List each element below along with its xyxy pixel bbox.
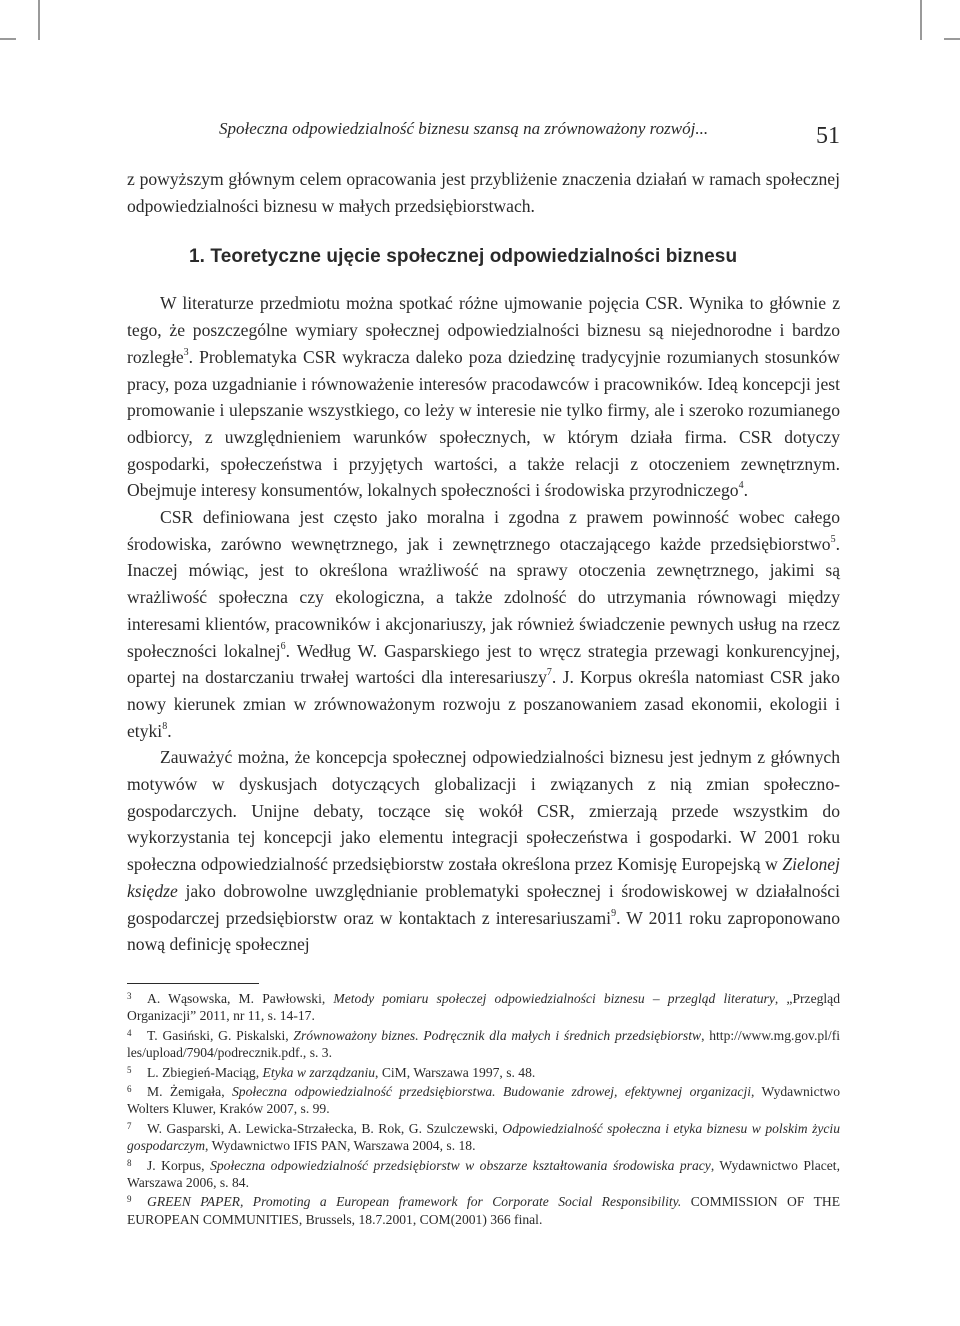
- page-header: [127, 118, 840, 152]
- footnote-number: 3: [127, 991, 132, 1001]
- paragraph-1-text-c: .: [743, 480, 748, 501]
- footnote-9: [127, 1191, 840, 1228]
- footnote-ref-3[interactable]: 3: [183, 346, 189, 358]
- footnote-4: [127, 1025, 840, 1062]
- paragraph-1-text-a: W literaturze przedmiotu można spotkać różne ujmowanie pojęcia CSR. Wynika to głównie z tego, że poszczególne wymiary społecznej odpowiedzialności biznesu są niejednorodne i bardzo rozległe: [127, 293, 840, 367]
- footnote-number: 4: [127, 1027, 132, 1038]
- footnote-text: L. Zbiegień-Maciąg,: [147, 1064, 263, 1080]
- footnote-number: 6: [127, 1084, 132, 1095]
- crop-mark-top-left: [38, 0, 40, 40]
- paragraph-2-text-b: . Inaczej mówiąc, jest to określona wrażliwość na sprawy otoczenia zewnętrznego, jakimi są wrażliwość społeczna czy ekologiczna, a także zdolność do utrzymania równowagi między interesami klientów, pracowników i akcjonariuszy, jak również świadczenie pewnych usług na rzecz społeczności lokalnej: [127, 533, 840, 661]
- footnote-number: 5: [127, 1064, 132, 1075]
- crop-mark-top-right-h: [944, 38, 960, 40]
- footnote-6: [127, 1081, 840, 1118]
- paragraph-3-italic: Zielonej księdze: [127, 854, 840, 901]
- paragraph-2-text-e: .: [167, 720, 172, 741]
- footnote-text: A. Wąsowska, M. Pawłowski,: [147, 991, 334, 1006]
- footnote-5: [127, 1062, 840, 1081]
- paragraph-3: [127, 744, 840, 958]
- footnote-text: COMMISSION OF THE EUROPEAN COMMUNITIES, Brussels, 18.7.2001, COM(2001) 366 final.: [127, 1194, 840, 1227]
- footnote-number: 7: [127, 1120, 132, 1131]
- footnote-ref-7[interactable]: 7: [546, 667, 552, 679]
- footnote-text: , CiM, Warszawa 1997, s. 48.: [375, 1064, 536, 1080]
- paragraph-2-text-c: . Według W. Gasparskiego jest to wręcz strategia przewagi konkurencyjnej, opartej na dostarczaniu trwałej wartości dla interesariuszy: [127, 640, 840, 688]
- footnote-text: , http://www.mg.gov.pl/fi les/upload/7904/podrecznik.pdf., s. 3.: [127, 1027, 840, 1061]
- footnote-3: [127, 988, 840, 1025]
- footnote-title: Społeczna odpowiedzialność przedsiębiorstwa. Budowanie zdrowej, efektywnej organizacji: [231, 1084, 752, 1100]
- page-body: [127, 166, 840, 958]
- footnote-text: J. Korpus,: [147, 1157, 211, 1173]
- crop-mark-top-right: [920, 0, 922, 40]
- page-number: 51: [816, 123, 840, 149]
- footnote-title: GREEN PAPER, Promoting a European framework for Corporate Social Responsibility.: [147, 1194, 682, 1210]
- crop-mark-top-left-h: [0, 38, 16, 40]
- footnote-number: 8: [127, 1157, 132, 1168]
- footnote-title: Odpowiedzialność społeczna i etyka biznesu w polskim życiu gospodarczym: [127, 1120, 840, 1154]
- paragraph-1: [127, 290, 840, 504]
- footnote-text: M. Żemigała,: [147, 1084, 232, 1100]
- footnote-title: Metody pomiaru społeczej odpowiedzialności biznesu – przegląd literatury: [333, 991, 775, 1006]
- footnote-title: Społeczna odpowiedzialność przedsiębiorstw w obszarze kształtowania środowiska pracy: [210, 1157, 711, 1173]
- footnote-text: , Wydawnictwo Placet, Warszawa 2006, s. 84.: [127, 1157, 840, 1191]
- footnote-text: , „Przegląd Organizacji” 2011, nr 11, s. 14-17.: [127, 991, 841, 1024]
- footnote-text: , Wydawnictwo Wolters Kluwer, Kraków 2007, s. 99.: [127, 1084, 841, 1117]
- footnote-ref-6[interactable]: 6: [280, 640, 286, 652]
- footnote-ref-5[interactable]: 5: [830, 533, 836, 545]
- paragraph-3-text-c: . W 2011 roku zaproponowano nową definicję społecznej: [127, 907, 840, 955]
- footnote-ref-4[interactable]: 4: [738, 480, 744, 492]
- footnote-text: T. Gasiński, G. Piskalski,: [147, 1027, 294, 1043]
- paragraph-1-text-b: . Problematyka CSR wykracza daleko poza dziedzinę tradycyjnie rozumianych stosunków pracy, poza uzgadnianie i równoważenie interesów pracodawców i pracowników. Ideą koncepcji jest promowanie i ulepszanie wszystkiego, co leży w interesie nie tylko firmy, ale i szeroko rozumianego odbiorcy, z uwzględnieniem warunków społecznych, w którym działa firma. CSR dotyczy gospodarki, społeczeństwa i przyjętych wartości, a także relacji z otoczeniem zewnętrznym. Obejmuje interesy konsumentów, lokalnych społeczności i środowiska przyrodniczego: [127, 346, 840, 501]
- footnote-title: Etyka w zarządzaniu: [262, 1064, 376, 1080]
- paragraph-3-text-b: jako dobrowolne uwzględnianie problematyki społecznej i środowiskowej w działalności gospodarczej przedsiębiorstw oraz w kontaktach z interesariuszami: [127, 880, 840, 928]
- footnote-8: [127, 1155, 840, 1192]
- footnote-ref-9[interactable]: 9: [611, 907, 617, 919]
- running-title: Społeczna odpowiedzialność biznesu szansą na zrównoważony rozwój...: [219, 119, 709, 138]
- footnotes: [127, 988, 840, 1228]
- footnote-text: , Wydawnictwo IFIS PAN, Warszawa 2004, s. 18.: [205, 1138, 476, 1154]
- paragraph-2-text-d: . J. Korpus określa natomiast CSR jako nowy kierunek zmian w zrównoważonym rozwoju z poszanowaniem zasad ekonomii, ekologii i etyki: [127, 667, 840, 741]
- footnote-title: Zrównoważony biznes. Podręcznik dla małych i średnich przedsiębiorstw: [293, 1027, 702, 1043]
- paragraph-2-text-a: CSR definiowana jest często jako moralna i zgodna z prawem powinność wobec całego środowiska, zarówno wewnętrznego, jak i zewnętrznego otaczającego każde przedsiębiorstwo: [127, 507, 840, 554]
- footnote-7: [127, 1118, 840, 1155]
- footnote-number: 9: [127, 1194, 132, 1205]
- paragraph-2: [127, 504, 840, 744]
- footnote-text: W. Gasparski, A. Lewicka-Strzałecka, B. Rok, G. Szulczewski,: [147, 1120, 503, 1136]
- footnote-ref-8[interactable]: 8: [162, 720, 168, 732]
- footnote-separator: [127, 983, 259, 984]
- section-heading: 1. Teoretyczne ujęcie społecznej odpowiedzialności biznesu: [189, 246, 738, 268]
- intro-paragraph: z powyższym głównym celem opracowania jest przybliżenie znaczenia działań w ramach społecznej odpowiedzialności biznesu w małych przedsiębiorstwach.: [127, 169, 840, 216]
- paragraph-3-text-a: Zauważyć można, że koncepcja społecznej odpowiedzialności biznesu jest jednym z głównych motywów w dyskusjach dotyczących globalizacji i związanych z nią zmian społeczno-gospodarczych. Unijne debaty, toczące się wokół CSR, zmierzają przede wszystkim do wykorzystania tej koncepcji jako elementu integracji społeczeństwa i gospodarki. W 2001 roku społeczna odpowiedzialność przedsiębiorstw została określona przez Komisję Europejską w: [127, 747, 840, 875]
